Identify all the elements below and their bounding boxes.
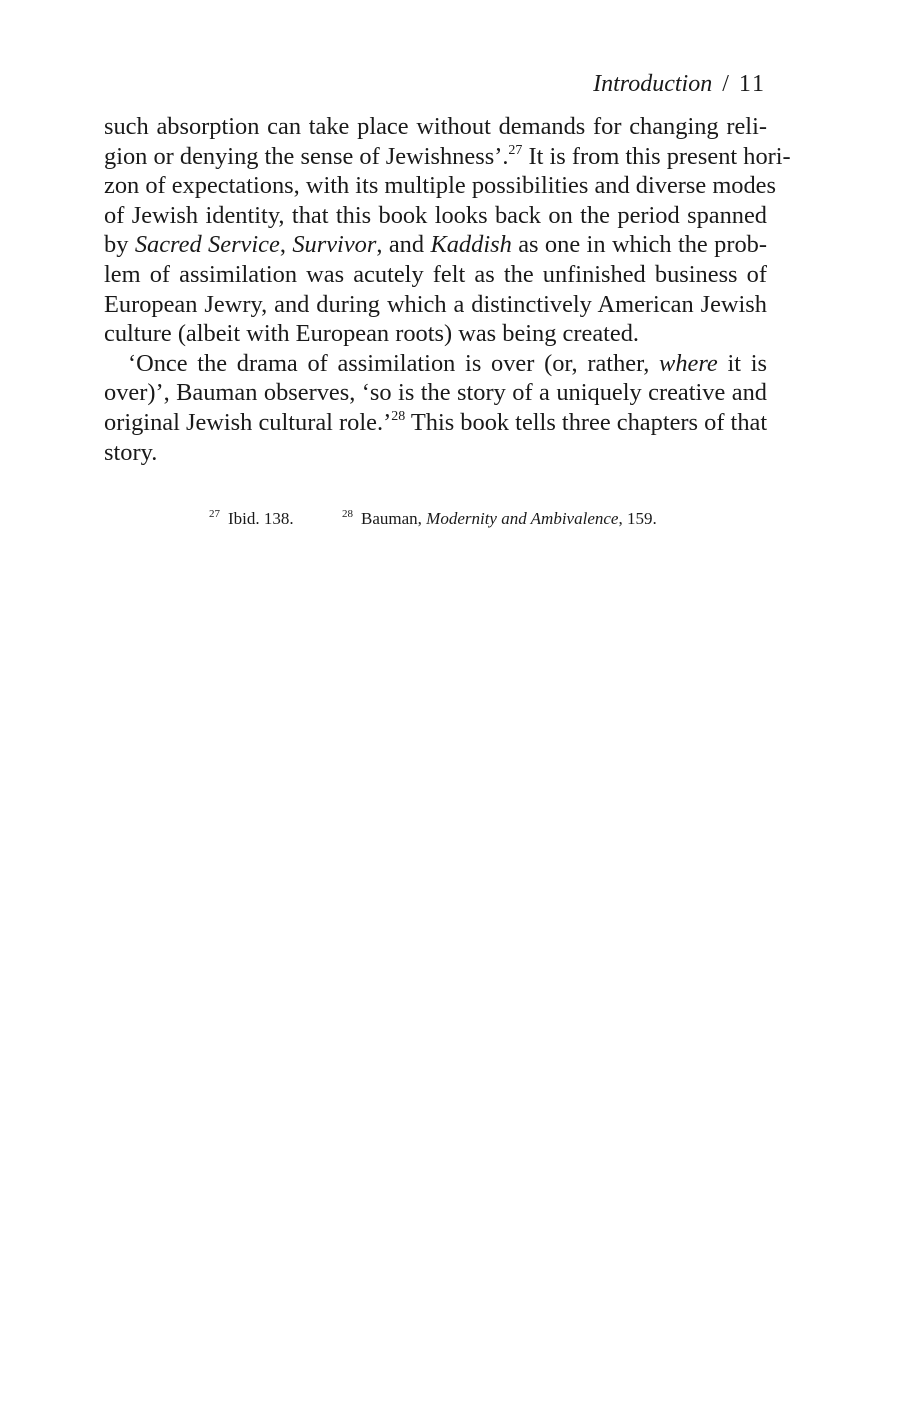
footnote-text: Ibid. 138. xyxy=(228,509,294,528)
footnote-reference: 27 xyxy=(508,142,523,158)
text-line xyxy=(104,319,767,349)
footnote-27 xyxy=(209,504,294,534)
text-run: zon of expectations, with its multiple possibilities and diverse modes xyxy=(104,172,776,200)
footnote-reference: 28 xyxy=(391,408,406,424)
paragraph-1 xyxy=(104,112,791,349)
text-line xyxy=(104,171,776,201)
text-run: gion or denying the sense of Jewishness’. xyxy=(104,142,509,170)
emphasis: where xyxy=(659,349,718,377)
page-number: 11 xyxy=(738,71,766,97)
footnote-text: , 159. xyxy=(618,509,657,528)
chapter-title: Introduction xyxy=(593,71,713,97)
text-run: by xyxy=(104,231,135,259)
text-line xyxy=(104,349,767,379)
footnote-28 xyxy=(342,504,657,534)
text-line xyxy=(104,378,767,408)
footnote-mark: 28 xyxy=(342,508,353,520)
text-run: , xyxy=(279,231,293,259)
text-run: such absorption can take place without demands for changing reli- xyxy=(104,113,767,140)
text-line xyxy=(104,290,767,320)
text-run: It is from this present hori- xyxy=(522,142,791,170)
text-run: ‘Once the drama of assimilation is over (or, rather, xyxy=(128,349,660,377)
work-title: Kaddish xyxy=(430,231,512,259)
text-run: of Jewish identity, that this book looks back on the period spanned xyxy=(104,201,767,229)
paragraph-2 xyxy=(104,349,767,467)
running-head xyxy=(593,68,766,100)
text-line xyxy=(104,438,767,468)
text-line xyxy=(104,408,767,438)
text-run: , and xyxy=(376,231,431,259)
text-line xyxy=(104,201,767,231)
footnotes xyxy=(0,504,900,534)
text-run: it is xyxy=(717,349,767,377)
footnote-mark: 27 xyxy=(209,508,220,520)
text-run: over)’, Bauman observes, ‘so is the story of a uniquely creative and xyxy=(104,379,767,407)
text-line xyxy=(104,260,767,290)
text-run: as one in which the prob- xyxy=(511,231,767,259)
work-title: Survivor xyxy=(292,231,377,259)
text-run: story. xyxy=(104,438,158,466)
running-head-separator: / xyxy=(722,71,729,97)
text-run: lem of assimilation was acutely felt as the unfinished business of xyxy=(104,260,767,288)
text-run: culture (albeit with European roots) was being created. xyxy=(104,320,640,348)
text-run: original Jewish cultural role.’ xyxy=(104,408,392,436)
text-line xyxy=(104,112,767,142)
text-run: This book tells three chapters of that xyxy=(405,408,768,436)
cited-work-title: Modernity and Ambivalence xyxy=(426,509,619,528)
text-line xyxy=(104,142,791,172)
text-run: European Jewry, and during which a distinctively American Jewish xyxy=(104,290,767,318)
footnote-text: Bauman, xyxy=(361,509,427,528)
body-text xyxy=(104,112,791,467)
work-title: Sacred Service xyxy=(134,231,280,259)
text-line xyxy=(104,230,767,260)
